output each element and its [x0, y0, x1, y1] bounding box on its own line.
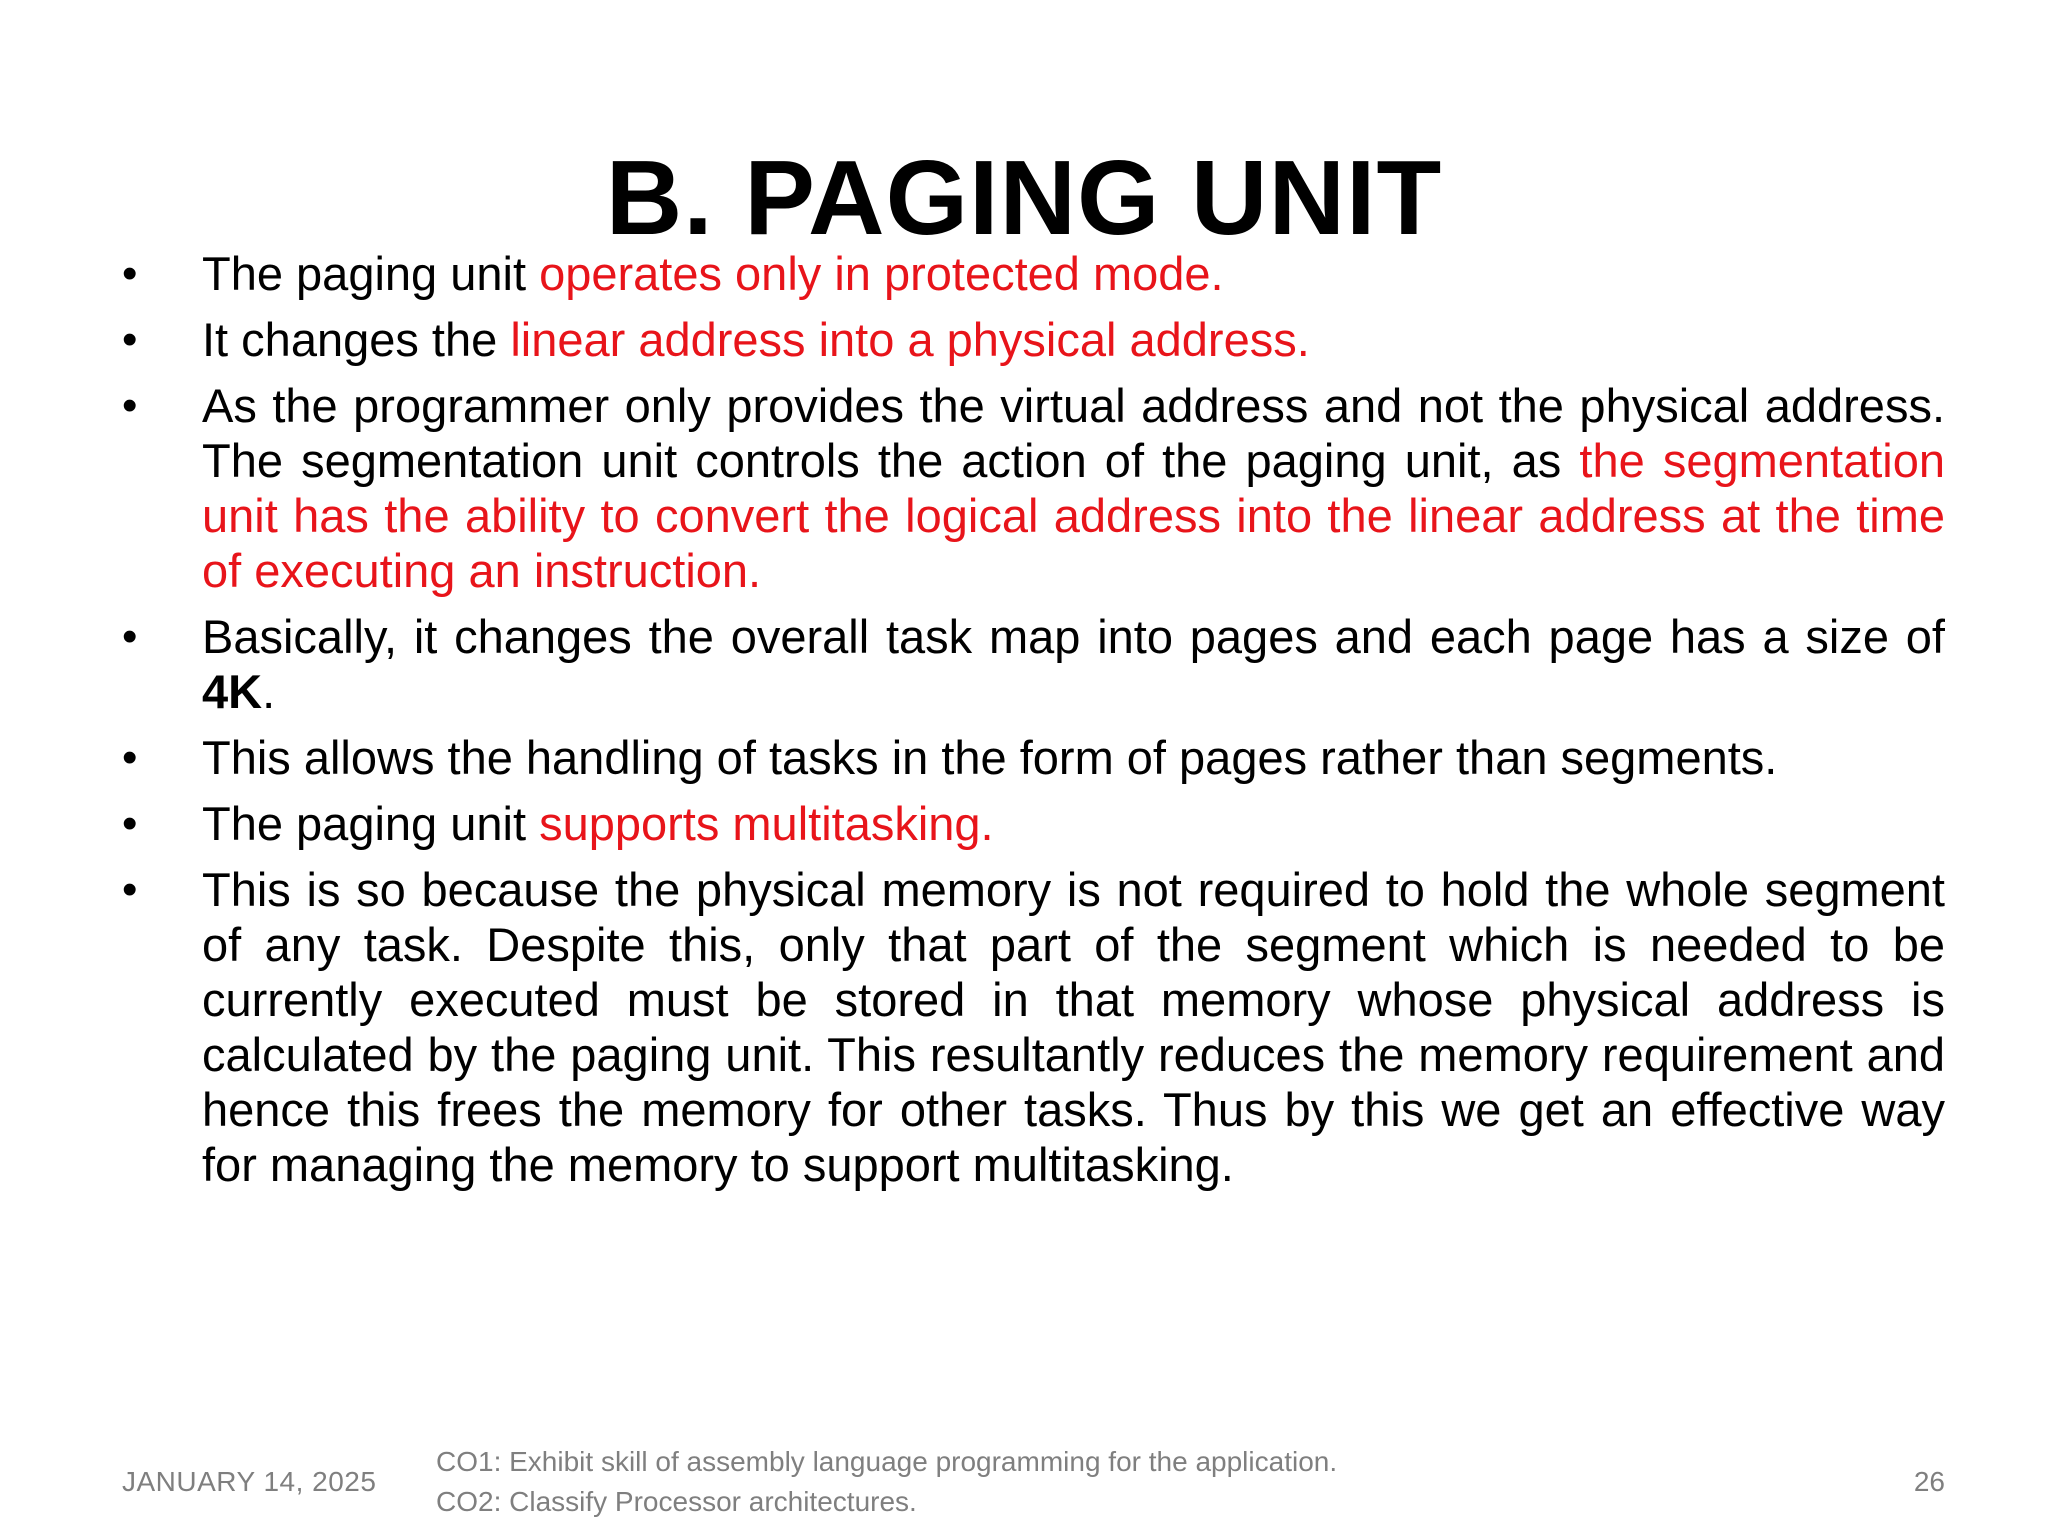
bullet-highlight: the segmentation unit has the ability to convert the logical address into the linear address at the time of executing an instruction. — [202, 434, 1945, 597]
bullet-item — [120, 609, 1945, 719]
footer-course-outcomes — [436, 1442, 1337, 1522]
bullet-item — [120, 862, 1945, 1192]
bullet-text: Basically, it changes the overall task map into pages and each page has a size of — [202, 610, 1945, 663]
slide-title: B. PAGING UNIT — [605, 139, 1443, 257]
bullet-dot-icon: • — [122, 315, 138, 364]
bullet-dot-icon: • — [122, 381, 138, 430]
bullet-text: . — [262, 665, 276, 718]
bullet-dot-icon: • — [122, 249, 138, 298]
bullet-highlight: supports multitasking. — [539, 797, 994, 850]
bullet-text: This is so because the physical memory is not required to hold the whole segment of any task. Despite this, only that part of the segment which is needed to be currently executed must be stored in that memory whose physical address is calculated by the paging unit. This resultantly reduces the memory requirement and hence this frees the memory for other tasks. Thus by this we get an effective way for managing the memory to support multitasking. — [202, 863, 1945, 1191]
footer-co2: CO2: Classify Processor architectures. — [436, 1486, 917, 1517]
footer-date: JANUARY 14, 2025 — [122, 1466, 377, 1497]
footer-co1: CO1: Exhibit skill of assembly language programming for the application. — [436, 1446, 1338, 1477]
page-number: 26 — [1913, 1466, 1945, 1497]
bullet-item — [120, 730, 1945, 785]
bullet-dot-icon: • — [122, 799, 138, 848]
bullet-text: As the programmer only provides the virtual address and not the physical address. The segmentation unit controls the action of the paging unit, as — [202, 379, 1945, 487]
bullet-list — [120, 246, 1945, 1203]
bullet-bold: 4K — [202, 665, 263, 718]
bullet-dot-icon: • — [122, 733, 138, 782]
bullet-highlight: linear address into a physical address. — [510, 313, 1310, 366]
bullet-text: This allows the handling of tasks in the form of pages rather than segments. — [202, 731, 1778, 784]
bullet-item — [120, 378, 1945, 598]
bullet-highlight: operates only in protected mode. — [539, 247, 1224, 300]
bullet-item — [120, 246, 1945, 301]
bullet-dot-icon: • — [122, 612, 138, 661]
bullet-item — [120, 312, 1945, 367]
bullet-text: The paging unit — [202, 797, 540, 850]
bullet-dot-icon: • — [122, 865, 138, 914]
bullet-text: It changes the — [202, 313, 511, 366]
bullet-text: The paging unit — [202, 247, 540, 300]
bullet-item — [120, 796, 1945, 851]
